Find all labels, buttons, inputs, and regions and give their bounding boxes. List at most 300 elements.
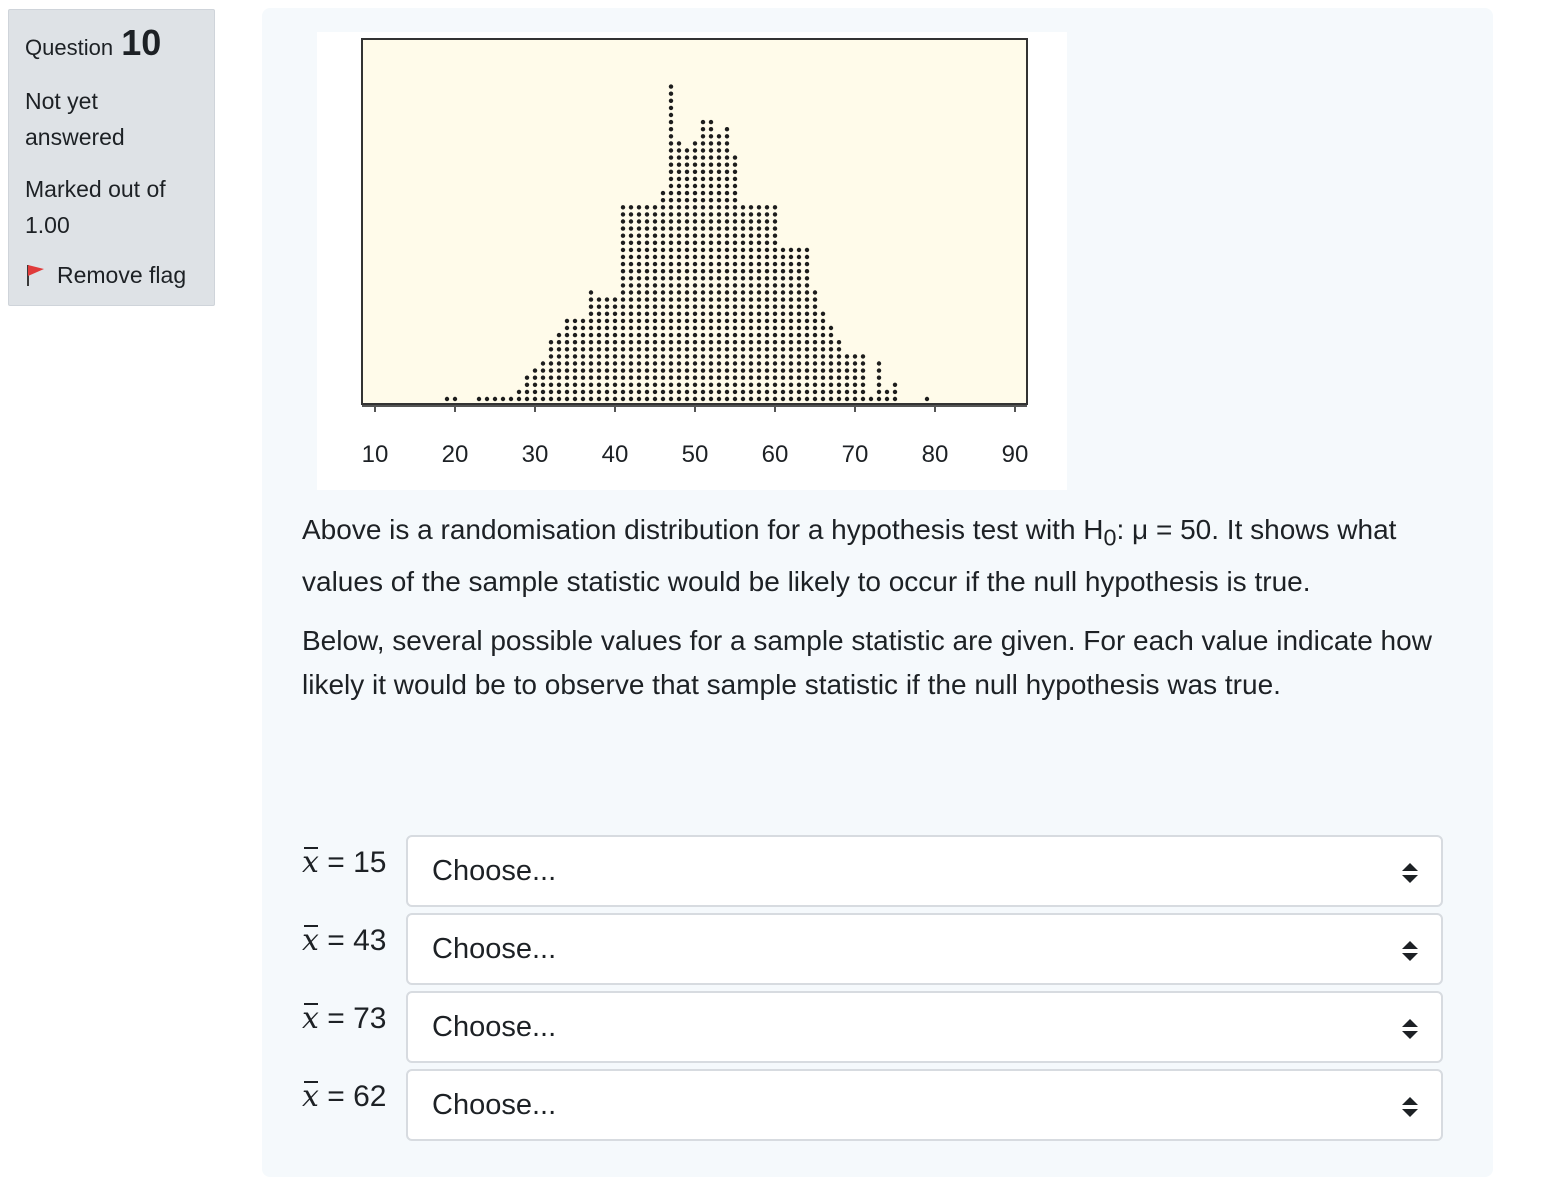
dot-point (749, 262, 753, 266)
dot-point (693, 326, 697, 330)
dot-point (725, 376, 729, 380)
dot-point (781, 347, 785, 351)
dot-point (485, 397, 489, 401)
dot-point (749, 333, 753, 337)
dot-point (821, 347, 825, 351)
dot-point (725, 283, 729, 287)
dot-point (669, 376, 673, 380)
dot-point (613, 368, 617, 372)
dot-point (653, 276, 657, 280)
dot-point (741, 262, 745, 266)
dot-point (509, 397, 513, 401)
dot-point (629, 361, 633, 365)
dot-point (789, 312, 793, 316)
dot-point (645, 212, 649, 216)
dot-point (717, 148, 721, 152)
dot-point (589, 376, 593, 380)
dot-point (677, 262, 681, 266)
dot-point (717, 248, 721, 252)
dot-point (565, 326, 569, 330)
dot-point (781, 333, 785, 337)
dot-point (741, 397, 745, 401)
dot-point (805, 255, 809, 259)
dot-point (749, 376, 753, 380)
dot-point (741, 376, 745, 380)
dot-point (757, 269, 761, 273)
dot-point (669, 226, 673, 230)
dot-point (725, 333, 729, 337)
question-text-p1-end: : μ = 50. It shows what values of the sample statistic would be likely to occur if the null hypothesis is true. (302, 514, 1397, 597)
dot-point (701, 226, 705, 230)
dot-point (685, 368, 689, 372)
dot-point (813, 326, 817, 330)
dot-point (709, 155, 713, 159)
dot-point (741, 368, 745, 372)
dot-point (717, 390, 721, 394)
dot-point (821, 376, 825, 380)
dot-point (669, 191, 673, 195)
dot-point (677, 390, 681, 394)
dot-point (589, 368, 593, 372)
dot-point (805, 340, 809, 344)
dot-point (805, 383, 809, 387)
dot-point (621, 347, 625, 351)
dot-point (581, 397, 585, 401)
dot-point (669, 333, 673, 337)
dot-point (541, 383, 545, 387)
dot-point (645, 305, 649, 309)
dot-point (773, 262, 777, 266)
dot-point (605, 297, 609, 301)
dot-point (653, 255, 657, 259)
dot-point (629, 248, 633, 252)
dot-point (821, 312, 825, 316)
dot-point (709, 184, 713, 188)
dot-point (773, 340, 777, 344)
x-tick-label: 60 (761, 441, 789, 468)
dot-point (645, 397, 649, 401)
dot-point (741, 390, 745, 394)
dot-point (701, 127, 705, 131)
dot-point (813, 376, 817, 380)
dot-point (637, 226, 641, 230)
dot-point (597, 368, 601, 372)
dot-point (725, 127, 729, 131)
dot-point (701, 234, 705, 238)
dot-point (621, 269, 625, 273)
dot-point (685, 255, 689, 259)
dot-point (645, 262, 649, 266)
dot-point (613, 390, 617, 394)
dot-point (805, 248, 809, 252)
dot-point (629, 383, 633, 387)
dot-point (757, 219, 761, 223)
select-value-4: Choose... (432, 1088, 557, 1121)
dot-point (549, 383, 553, 387)
dot-point (765, 390, 769, 394)
dot-point (725, 276, 729, 280)
dot-point (637, 376, 641, 380)
dot-point (621, 297, 625, 301)
dot-point (685, 383, 689, 387)
dot-point (621, 276, 625, 280)
dot-point (597, 340, 601, 344)
dot-point (789, 397, 793, 401)
dot-point (645, 269, 649, 273)
x-bar-symbol: x (302, 923, 319, 958)
dot-point (685, 170, 689, 174)
dot-point (597, 312, 601, 316)
dot-point (669, 219, 673, 223)
dot-point (781, 255, 785, 259)
dot-point (589, 326, 593, 330)
dot-point (685, 290, 689, 294)
select-caret-icon (1401, 939, 1419, 963)
dot-point (613, 383, 617, 387)
dot-point (709, 354, 713, 358)
dot-point (829, 326, 833, 330)
dot-point (693, 205, 697, 209)
dot-point (725, 262, 729, 266)
dot-point (693, 368, 697, 372)
dot-point (773, 241, 777, 245)
dot-point (685, 155, 689, 159)
dot-point (637, 340, 641, 344)
dot-point (773, 305, 777, 309)
dot-point (781, 262, 785, 266)
dot-point (525, 390, 529, 394)
dot-point (781, 397, 785, 401)
dot-point (805, 262, 809, 266)
dot-point (573, 390, 577, 394)
dot-point (693, 269, 697, 273)
dot-point (645, 205, 649, 209)
dot-point (557, 390, 561, 394)
dot-point (605, 383, 609, 387)
dot-point (733, 276, 737, 280)
answer-label-2 (302, 923, 386, 959)
dot-point (589, 390, 593, 394)
x-tick-label: 70 (841, 441, 869, 468)
dot-point (701, 198, 705, 202)
dot-point (645, 383, 649, 387)
dot-point (773, 333, 777, 337)
dot-point (733, 326, 737, 330)
dot-point (637, 262, 641, 266)
dot-point (797, 354, 801, 358)
dot-point (765, 205, 769, 209)
dot-point (733, 219, 737, 223)
dot-point (717, 347, 721, 351)
dot-point (533, 397, 537, 401)
dot-point (629, 305, 633, 309)
dot-point (733, 170, 737, 174)
dot-point (613, 397, 617, 401)
dot-point (669, 184, 673, 188)
dot-point (805, 354, 809, 358)
dot-point (645, 219, 649, 223)
dot-point (613, 319, 617, 323)
dot-point (725, 269, 729, 273)
dot-point (541, 397, 545, 401)
dot-point (741, 290, 745, 294)
dot-point (669, 170, 673, 174)
dot-point (805, 297, 809, 301)
dot-point (685, 226, 689, 230)
dot-point (677, 255, 681, 259)
dot-point (773, 376, 777, 380)
dot-point (805, 376, 809, 380)
x-tick-label: 40 (601, 441, 629, 468)
dot-point (709, 163, 713, 167)
dot-point (621, 383, 625, 387)
dot-point (741, 219, 745, 223)
dot-point (709, 148, 713, 152)
question-paragraph-2: Below, several possible values for a sample statistic are given. For each value indicate how likely it would be to observe that sample statistic if the null hypothesis was true. (302, 624, 1432, 700)
dot-point (805, 368, 809, 372)
dot-point (765, 326, 769, 330)
dot-point (605, 312, 609, 316)
dot-point (717, 312, 721, 316)
dot-point (669, 397, 673, 401)
dot-point (805, 290, 809, 294)
dot-point (781, 326, 785, 330)
dot-point (629, 262, 633, 266)
dot-point (821, 354, 825, 358)
dot-point (733, 319, 737, 323)
dot-point (837, 340, 841, 344)
dot-point (629, 276, 633, 280)
dot-point (725, 205, 729, 209)
dot-point (589, 361, 593, 365)
dot-point (669, 368, 673, 372)
flag-icon (25, 263, 47, 287)
dot-point (725, 248, 729, 252)
dot-point (717, 226, 721, 230)
question-text-p1-start: Above is a randomisation distribution for a hypothesis test with H (302, 514, 1104, 545)
dot-point (685, 205, 689, 209)
dot-point (669, 283, 673, 287)
dot-point (453, 397, 457, 401)
dot-point (837, 354, 841, 358)
dot-point (677, 305, 681, 309)
dot-point (709, 241, 713, 245)
dot-point (693, 184, 697, 188)
dot-point (597, 354, 601, 358)
dot-point (757, 368, 761, 372)
dot-point (717, 255, 721, 259)
dot-point (733, 269, 737, 273)
dot-point (781, 248, 785, 252)
dot-point (573, 319, 577, 323)
dot-point (813, 312, 817, 316)
dot-point (661, 390, 665, 394)
dot-point (733, 297, 737, 301)
remove-flag-button[interactable] (25, 259, 198, 291)
dot-point (749, 305, 753, 309)
dot-point (765, 333, 769, 337)
dot-point (669, 297, 673, 301)
dot-point (669, 212, 673, 216)
dot-point (725, 319, 729, 323)
dot-point (653, 326, 657, 330)
dot-point (605, 326, 609, 330)
dot-point (677, 347, 681, 351)
dot-point (741, 276, 745, 280)
dot-point (749, 354, 753, 358)
answer-select-4[interactable] (406, 1069, 1443, 1141)
dot-point (789, 255, 793, 259)
dot-point (653, 340, 657, 344)
dot-point (717, 177, 721, 181)
dot-point (597, 347, 601, 351)
dot-point (589, 347, 593, 351)
dot-point (781, 340, 785, 344)
dot-point (709, 191, 713, 195)
dot-point (845, 361, 849, 365)
dot-point (813, 390, 817, 394)
dot-point (781, 354, 785, 358)
dot-point (885, 390, 889, 394)
dot-point (765, 290, 769, 294)
dot-point (629, 347, 633, 351)
dot-point (581, 361, 585, 365)
dot-point (541, 361, 545, 365)
dot-point (709, 262, 713, 266)
dot-point (741, 305, 745, 309)
x-bar-symbol: x (302, 1001, 319, 1036)
answer-label-4 (302, 1079, 386, 1115)
dot-point (677, 198, 681, 202)
dot-point (621, 262, 625, 266)
dot-point (733, 234, 737, 238)
dot-point (709, 383, 713, 387)
dot-point (757, 262, 761, 266)
dot-point (749, 319, 753, 323)
dot-point (677, 297, 681, 301)
dot-point (581, 333, 585, 337)
dot-point (685, 326, 689, 330)
dot-point (645, 376, 649, 380)
dot-point (653, 283, 657, 287)
dot-point (805, 269, 809, 273)
dot-point (693, 312, 697, 316)
dot-point (669, 198, 673, 202)
dot-point (677, 383, 681, 387)
dot-point (597, 333, 601, 337)
answer-select-2[interactable] (406, 913, 1443, 985)
dot-point (789, 326, 793, 330)
dot-point (805, 326, 809, 330)
dot-point (669, 99, 673, 103)
dot-point (829, 390, 833, 394)
dot-point (709, 368, 713, 372)
dot-point (661, 198, 665, 202)
randomisation-distribution-chart (317, 32, 1067, 490)
remove-flag-label: Remove flag (57, 262, 187, 288)
dot-point (797, 361, 801, 365)
dot-point (637, 205, 641, 209)
dot-point (701, 361, 705, 365)
dot-point (709, 141, 713, 145)
dot-point (725, 184, 729, 188)
dot-point (701, 205, 705, 209)
dot-point (637, 269, 641, 273)
dot-point (693, 347, 697, 351)
dot-point (829, 383, 833, 387)
answer-select-1[interactable] (406, 835, 1443, 907)
dot-point (757, 397, 761, 401)
dot-point (749, 234, 753, 238)
dot-point (685, 163, 689, 167)
dot-point (813, 354, 817, 358)
dot-point (637, 241, 641, 245)
dot-point (693, 297, 697, 301)
dot-point (701, 219, 705, 223)
dot-point (645, 361, 649, 365)
dot-point (541, 368, 545, 372)
dot-point (653, 205, 657, 209)
dot-point (893, 383, 897, 387)
dot-point (813, 319, 817, 323)
dot-point (693, 212, 697, 216)
dot-point (533, 376, 537, 380)
dot-point (725, 226, 729, 230)
dot-point (645, 312, 649, 316)
dot-point (669, 361, 673, 365)
dot-point (653, 319, 657, 323)
dot-point (797, 390, 801, 394)
dot-point (477, 397, 481, 401)
dot-point (677, 333, 681, 337)
dot-point (621, 312, 625, 316)
dot-point (853, 383, 857, 387)
dot-point (685, 234, 689, 238)
dot-point (589, 305, 593, 309)
dot-point (677, 248, 681, 252)
dot-point (661, 269, 665, 273)
dot-point (589, 333, 593, 337)
dot-point (573, 354, 577, 358)
dot-point (693, 290, 697, 294)
dot-point (693, 177, 697, 181)
dot-point (725, 155, 729, 159)
dot-point (789, 354, 793, 358)
dot-point (773, 283, 777, 287)
dot-point (701, 276, 705, 280)
dot-point (789, 269, 793, 273)
dot-point (845, 368, 849, 372)
dot-point (629, 241, 633, 245)
dot-point (637, 219, 641, 223)
dot-point (621, 255, 625, 259)
answer-select-3[interactable] (406, 991, 1443, 1063)
dot-point (613, 361, 617, 365)
dot-point (733, 283, 737, 287)
dot-point (805, 397, 809, 401)
dot-point (749, 390, 753, 394)
dot-point (741, 241, 745, 245)
dot-point (677, 326, 681, 330)
dot-point (749, 340, 753, 344)
dot-point (669, 340, 673, 344)
dot-point (709, 361, 713, 365)
dot-point (861, 354, 865, 358)
dot-point (733, 177, 737, 181)
dot-point (581, 390, 585, 394)
dot-point (693, 155, 697, 159)
dot-point (765, 255, 769, 259)
